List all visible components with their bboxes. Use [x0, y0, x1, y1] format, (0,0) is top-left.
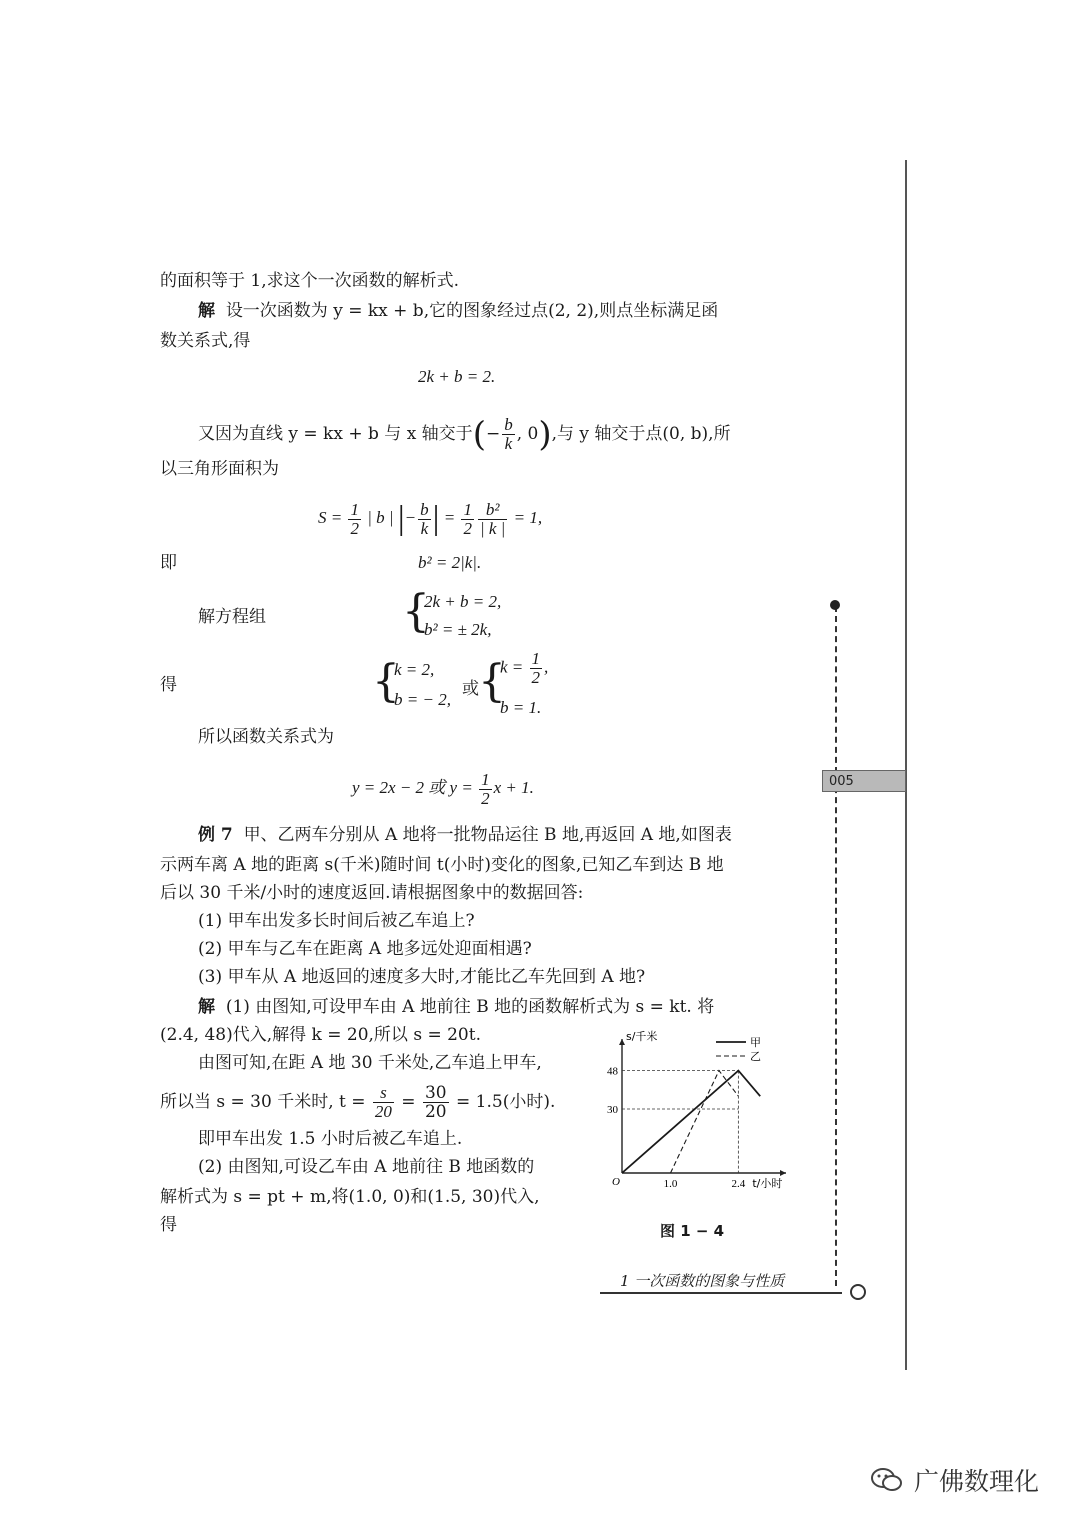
x-tick-label: 1.0 [663, 1178, 678, 1190]
equation-1: 2k + b = 2. [418, 367, 496, 386]
answer-label: 解 [198, 997, 215, 1017]
area-line: 以三角形面积为 [160, 459, 279, 479]
system-row-2: b² = ± 2k, [424, 620, 492, 639]
intersection-text-a: 又因为直线 y = kx + b 与 x 轴交于 [198, 424, 473, 444]
solution2-row-2: b = 1. [500, 698, 542, 717]
x-axis-label: t/小时 [752, 1177, 783, 1190]
frac-den: | k | [479, 518, 506, 538]
final-equation [352, 768, 534, 808]
legend-label: 乙 [750, 1050, 761, 1063]
legend [716, 1036, 761, 1063]
de-label: 得 [160, 675, 177, 695]
series-line-jia [622, 1071, 760, 1173]
abs-open: | [397, 500, 405, 538]
answer-4-b: = 1.5(小时). [450, 1092, 556, 1112]
abs-close: | [432, 500, 440, 538]
margin-rule [905, 160, 907, 1370]
watermark-text: 广佛数理化 [914, 1467, 1040, 1496]
footer-circle [850, 1284, 866, 1300]
wechat-icon [870, 1466, 904, 1494]
paren-open: ( [472, 414, 486, 455]
area-eq-c: = [439, 508, 460, 527]
dashed-margin-rule [835, 606, 837, 1286]
answer2-line-2: 解析式为 s = pt + m,将(1.0, 0)和(1.5, 30)代入, [160, 1187, 540, 1207]
frac-num: s [373, 1084, 394, 1103]
frac-num: 30 [424, 1083, 447, 1103]
frac-num: 1 [531, 649, 541, 668]
frac-den: 2 [350, 518, 359, 538]
frac-den: 2 [481, 788, 490, 808]
answer-line-3: 由图可知,在距 A 地 30 千米处,乙车追上甲车, [198, 1053, 542, 1073]
frac-num: b² [478, 501, 507, 520]
sol2-k: k = [500, 657, 528, 677]
solution1-row-1: k = 2, [394, 660, 435, 679]
frac-den: k [420, 518, 429, 538]
x-axis-arrow [780, 1170, 786, 1176]
or-label: 或 [462, 679, 479, 699]
answer-line-4 [160, 1082, 555, 1122]
question-2: (2) 甲车与乙车在距离 A 地多远处迎面相遇? [198, 939, 532, 959]
frac-num: 1 [481, 769, 490, 789]
frac-den: 20 [424, 1102, 447, 1122]
solution1-row-2: b = − 2, [394, 690, 451, 709]
final-b: x + 1. [493, 778, 534, 797]
distance-time-graph [600, 1030, 790, 1205]
example-line-1 [198, 824, 732, 846]
paren-close: ) [538, 414, 552, 455]
footer-line [600, 1292, 842, 1294]
frac-den: 2 [463, 518, 472, 538]
footer-chapter-title: 1 一次函数的图象与性质 [620, 1272, 785, 1290]
brace-solution-2: { [478, 656, 506, 707]
frac-num: 1 [350, 499, 359, 519]
area-eq-b: | b | [362, 508, 398, 527]
brace-solution-1: { [372, 656, 400, 707]
page-number: 005 [822, 770, 906, 792]
area-eq-a: S = [318, 508, 347, 527]
answer-4-mid: = [395, 1092, 421, 1112]
frac-half-2 [461, 501, 474, 538]
answer-line-5: 即甲车出发 1.5 小时后被乙车追上. [198, 1129, 463, 1149]
y-axis-label: s/千米 [626, 1030, 658, 1043]
frac-b-over-k-2 [418, 501, 431, 538]
frac-half [348, 501, 361, 538]
frac-30-over-20 [423, 1084, 449, 1121]
legend-label: 甲 [750, 1036, 761, 1049]
ji-label: 即 [160, 553, 177, 573]
example-text-1: 甲、乙两车分别从 A 地将一批物品运往 B 地,再返回 A 地,如图表 [243, 825, 732, 845]
answer-line-1 [198, 996, 714, 1018]
frac-den: 2 [531, 668, 541, 687]
origin-label: O [612, 1176, 620, 1188]
solution-line-2: 数关系式,得 [160, 331, 251, 351]
example-line-3: 后以 30 千米/小时的速度返回.请根据图象中的数据回答: [160, 883, 584, 903]
frac-den: k [504, 434, 513, 453]
frac-s-over-20 [373, 1084, 394, 1121]
solve-system-label: 解方程组 [198, 607, 266, 627]
y-tick-label: 30 [607, 1104, 618, 1116]
y-axis-arrow [619, 1039, 625, 1045]
solution-text-1: 设一次函数为 y = kx + b,它的图象经过点(2, 2),则点坐标满足函 [225, 301, 719, 321]
therefore-text: 所以函数关系式为 [198, 727, 334, 747]
rule-dot [830, 600, 840, 610]
question-3: (3) 甲车从 A 地返回的速度多大时,才能比乙车先回到 A 地? [198, 967, 646, 987]
watermark [870, 1462, 1039, 1498]
intersection-text-c: ,与 y 轴交于点(0, b),所 [551, 424, 731, 444]
example-label: 例 7 [198, 825, 233, 845]
brace-system: { [402, 586, 430, 637]
answer-line-2: (2.4, 48)代入,解得 k = 20,所以 s = 20t. [160, 1025, 481, 1045]
frac-one-half [530, 650, 543, 687]
frac-num: b [504, 415, 513, 434]
frac-num: b [420, 499, 429, 519]
solution-line-1 [198, 300, 718, 322]
answer2-line-3: 得 [160, 1215, 177, 1235]
intersection-text-b: , 0 [516, 424, 539, 444]
frac-b2-over-absk [478, 501, 507, 538]
y-tick-label: 48 [607, 1065, 618, 1078]
frac-b-over-k [502, 416, 515, 453]
area-equation: S = $\frac{1}{2}$ | b | |− $\frac{b}{k}$ | = $\frac{1}{2}$ $\frac{\text{b²}}{| k |}$ = 1, [318, 499, 543, 538]
x-tick-label: 2.4 [731, 1178, 746, 1190]
system-row-1: 2k + b = 2, [424, 592, 502, 611]
solution2-row-1: k = $\frac{1}{2}$ , [500, 649, 549, 687]
frac-den: 20 [374, 1102, 392, 1121]
question-1: (1) 甲车出发多长时间后被乙车追上? [198, 911, 475, 931]
final-a: y = 2x − 2 或 y = [352, 778, 478, 797]
solution-label: 解 [198, 301, 215, 321]
frac-num: 1 [463, 499, 472, 519]
area-eq-d: = 1, [509, 508, 543, 527]
b2-equation: b² = 2|k|. [418, 553, 482, 572]
answer-4-a: 所以当 s = 30 千米时, t = [160, 1092, 371, 1112]
intro-text: 的面积等于 1,求这个一次函数的解析式. [160, 271, 460, 291]
intersection-line: 又因为直线 y = kx + b 与 x 轴交于(− $\frac{b}{k}$ , 0),与 y 轴交于点(0, b),所 [198, 414, 731, 455]
answer2-line-1: (2) 由图知,可设乙车由 A 地前往 B 地函数的 [198, 1157, 535, 1177]
figure-caption: 图 1 − 4 [660, 1222, 725, 1240]
series-lines [622, 1071, 760, 1173]
answer-text-1: (1) 由图知,可设甲车由 A 地前往 B 地的函数解析式为 s = kt. 将 [225, 997, 715, 1017]
frac-final [479, 771, 492, 808]
example-line-2: 示两车离 A 地的距离 s(千米)随时间 t(小时)变化的图象,已知乙车到达 B 地 [160, 855, 724, 875]
